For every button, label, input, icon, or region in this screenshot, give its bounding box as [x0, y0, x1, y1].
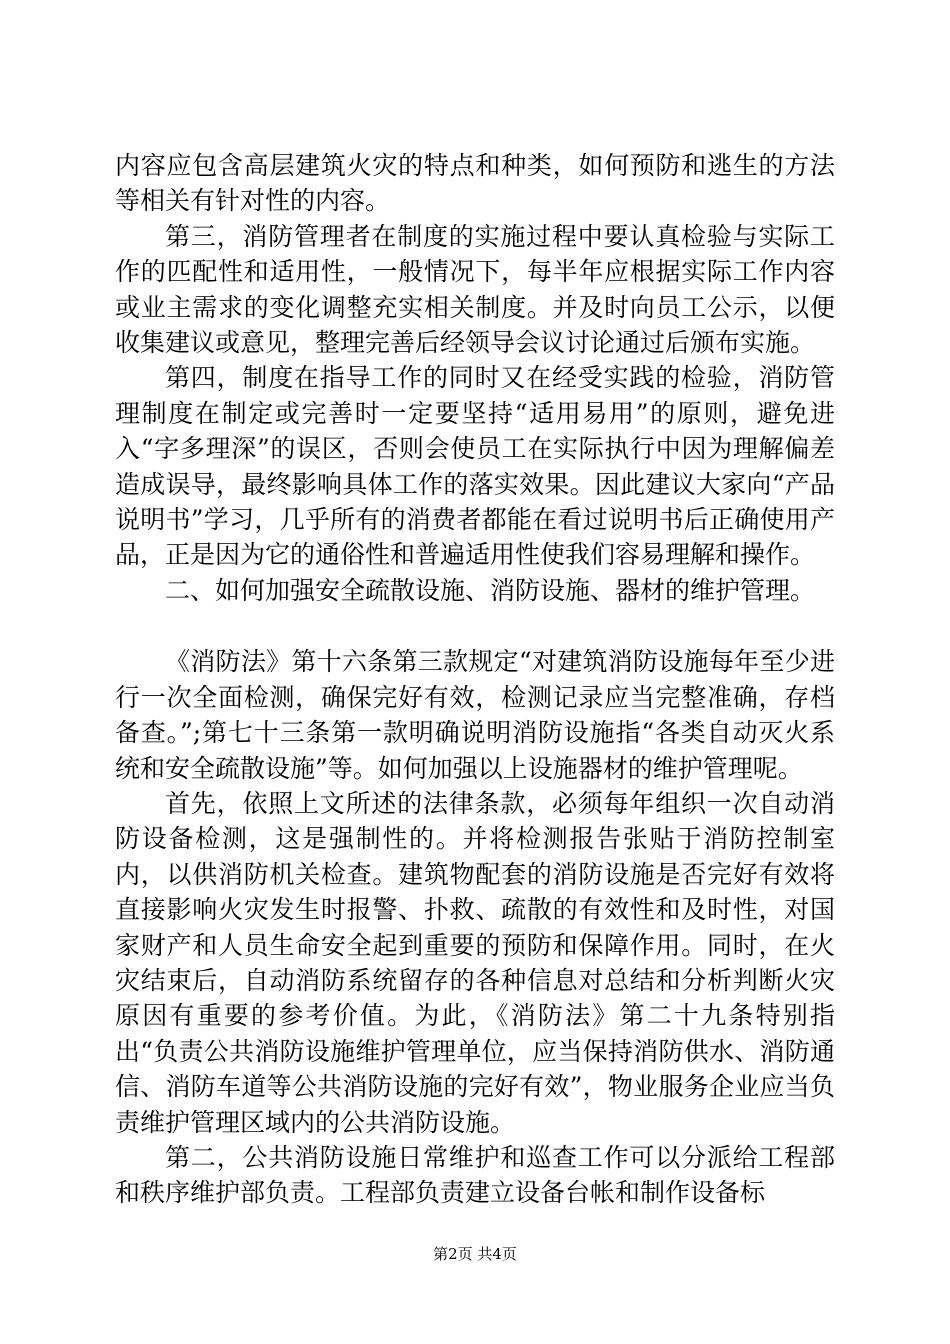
paragraph-third-point: 第三，消防管理者在制度的实施过程中要认真检验与实际工作的匹配性和适用性，一般情况下，每半年应根据实际工作内容或业主需求的变化调整充实相关制度。并及时向员工公示，以便收集建议或意见，整理完善后经领导会议讨论通过后颁布实施。 — [115, 221, 835, 358]
paragraph-second-point: 第二，公共消防设施日常维护和巡查工作可以分派给工程部和秩序维护部负责。工程部负责建立设备台帐和制作设备标 — [115, 1142, 835, 1208]
section-heading-two: 二、如何加强安全疏散设施、消防设施、器材的维护管理。 — [165, 575, 816, 605]
document-body — [115, 148, 835, 1211]
page-footer: 第2页 共4页 — [433, 1245, 517, 1263]
blank-line — [115, 608, 835, 644]
paragraph-fourth-point: 第四，制度在指导工作的同时又在经受实践的检验，消防管理制度在制定或完善时一定要坚持“适用易用”的原则，避免进入“字多理深”的误区，否则会使员工在实际执行中因为理解偏差造成误导，最终影响具体工作的落实效果。因此建议大家向“产品说明书”学习，几乎所有的消费者都能在看过说明书后正确使用产品，正是因为它的通俗性和普遍适用性使我们容易理解和操作。 — [115, 363, 835, 570]
paragraph-first-point: 首先，依照上文所述的法律条款，必须每年组织一次自动消防设备检测，这是强制性的。并将检测报告张贴于消防控制室内，以供消防机关检查。建筑物配套的消防设施是否完好有效将直接影响火灾发生时报警、扑救、疏散的有效性和及时性，对国家财产和人员生命安全起到重要的预防和保障作用。同时，在火灾结束后，自动消防系统留存的各种信息对总结和分析判断火灾原因有重要的参考价值。为此，《消防法》第二十九条特别指出“负责公共消防设施维护管理单位，应当保持消防供水、消防通信、消防车道等公共消防设施的完好有效”，物业服务企业应当负责维护管理区域内的公共消防设施。 — [115, 788, 835, 1137]
paragraph-continuation: 内容应包含高层建筑火灾的特点和种类，如何预防和逃生的方法等相关有针对性的内容。 — [115, 151, 835, 216]
paragraph-fire-law: 《消防法》第十六条第三款规定“对建筑消防设施每年至少进行一次全面检测，确保完好有效，检测记录应当完整准确，存档备查。”;第七十三条第一款明确说明消防设施指“各类自动灭火系统和安全疏散设施”等。如何加强以上设施器材的维护管理呢。 — [115, 647, 835, 783]
